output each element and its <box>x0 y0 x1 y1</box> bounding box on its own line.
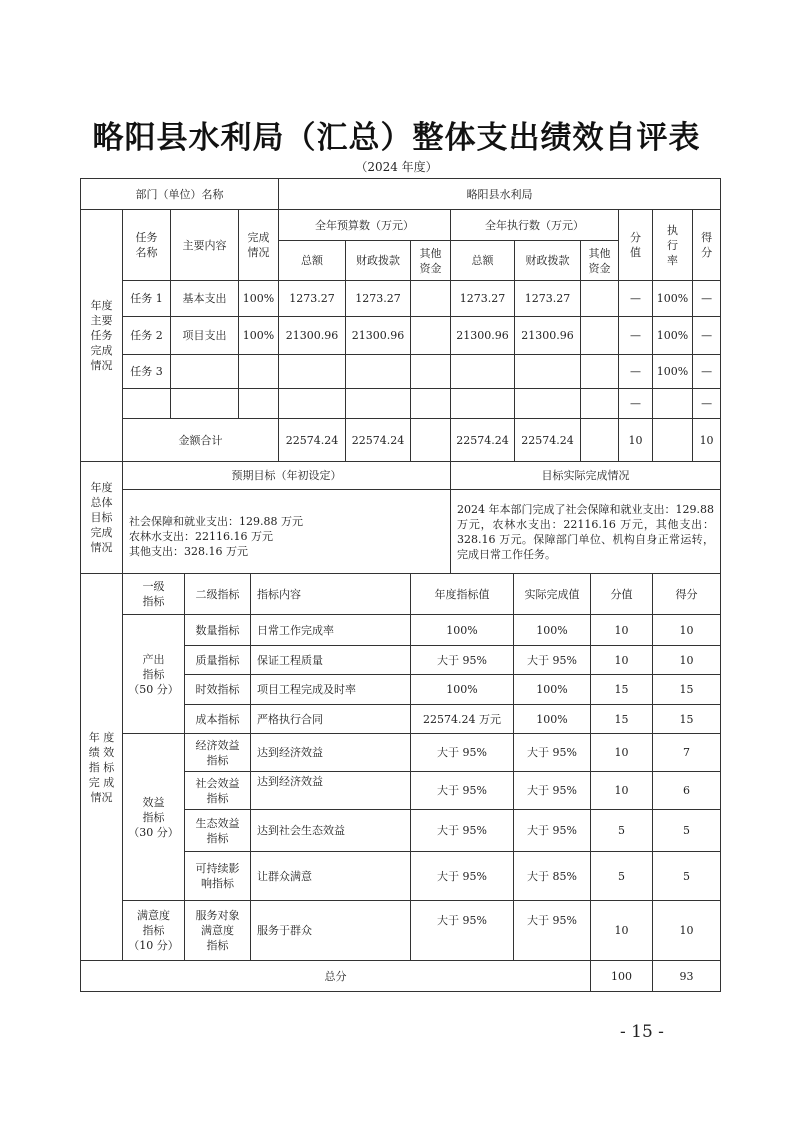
score: — <box>693 389 721 419</box>
header-exec-group: 全年执行数（万元） <box>451 210 619 241</box>
task-name: 任务 1 <box>123 281 171 317</box>
header-exec-other: 其他 资金 <box>581 241 619 281</box>
header-content: 主要内容 <box>171 210 239 281</box>
score: 10 <box>653 615 721 646</box>
actual: 大于 95% <box>514 646 591 675</box>
table-row <box>81 355 721 389</box>
exec-fiscal <box>515 355 581 389</box>
task-name: 任务 3 <box>123 355 171 389</box>
score-value: — <box>619 389 653 419</box>
table-row <box>81 281 721 317</box>
score: 5 <box>653 810 721 852</box>
expected-header: 预期目标（年初设定） <box>123 462 451 490</box>
level2: 服务对象 满意度 指标 <box>185 901 251 961</box>
actual: 100% <box>514 675 591 705</box>
table-row <box>81 317 721 355</box>
page-title: 略阳县水利局（汇总）整体支出绩效自评表 <box>92 120 701 156</box>
indicator-content: 达到经济效益 <box>251 772 411 810</box>
exec-rate <box>653 389 693 419</box>
exec-rate: 100% <box>653 317 693 355</box>
total-label: 总分 <box>81 961 591 992</box>
header-score: 得分 <box>653 574 721 615</box>
header-level1: 一级 指标 <box>123 574 185 615</box>
budget-total <box>279 355 346 389</box>
task-completion <box>239 355 279 389</box>
score: — <box>693 317 721 355</box>
budget-other <box>411 317 451 355</box>
budget-total: 21300.96 <box>279 317 346 355</box>
page-subtitle: （2024 年度） <box>355 160 438 174</box>
actual: 大于 95% <box>514 810 591 852</box>
level2: 社会效益 指标 <box>185 772 251 810</box>
total-score-value: 100 <box>591 961 653 992</box>
task-content: 项目支出 <box>171 317 239 355</box>
budget-total: 1273.27 <box>279 281 346 317</box>
budget-other <box>411 355 451 389</box>
sum-score-value: 10 <box>619 419 653 462</box>
sum-budget-total: 22574.24 <box>279 419 346 462</box>
target: 大于 95% <box>411 734 514 772</box>
header-completion: 完成 情况 <box>239 210 279 281</box>
level2: 数量指标 <box>185 615 251 646</box>
header-indicator-content: 指标内容 <box>251 574 411 615</box>
total-score: 93 <box>653 961 721 992</box>
score-value: 10 <box>591 734 653 772</box>
indicator-content: 保证工程质量 <box>251 646 411 675</box>
actual: 大于 85% <box>514 852 591 901</box>
tasks-section-text: 年度 主要 任务 完成 情况 <box>90 299 113 372</box>
exec-other <box>581 389 619 419</box>
group-level1: 效益 指标 （30 分） <box>123 734 185 901</box>
budget-fiscal: 21300.96 <box>346 317 411 355</box>
header-actual: 实际完成值 <box>514 574 591 615</box>
actual: 100% <box>514 705 591 734</box>
score: 15 <box>653 675 721 705</box>
header-exec-total: 总额 <box>451 241 515 281</box>
group-level1: 产出 指标 （50 分） <box>123 615 185 734</box>
budget-other <box>411 281 451 317</box>
target: 大于 95% <box>411 646 514 675</box>
level2: 质量指标 <box>185 646 251 675</box>
score-value: 5 <box>591 852 653 901</box>
actual: 大于 95% <box>514 734 591 772</box>
budget-fiscal <box>346 355 411 389</box>
actual-header: 目标实际完成情况 <box>451 462 721 490</box>
indicator-content: 达到社会生态效益 <box>251 810 411 852</box>
exec-rate: 100% <box>653 355 693 389</box>
level2: 可持续影 响指标 <box>185 852 251 901</box>
total-row <box>81 961 721 992</box>
score: 15 <box>653 705 721 734</box>
score: 5 <box>653 852 721 901</box>
level2: 经济效益 指标 <box>185 734 251 772</box>
actual-text: 2024 年本部门完成了社会保障和就业支出：129.88 万元，农林水支出：22116.16 万元，其他支出：328.16 万元。保障部门单位、机构自身正常运转，完成日常工作任务。 <box>451 490 721 574</box>
score-value: 10 <box>591 646 653 675</box>
score-value: 15 <box>591 705 653 734</box>
group-level1: 满意度 指标 （10 分） <box>123 901 185 961</box>
sum-score: 10 <box>693 419 721 462</box>
score-value: 10 <box>591 901 653 961</box>
header-exec-fiscal: 财政拨款 <box>515 241 581 281</box>
header-task-name: 任务 名称 <box>123 210 171 281</box>
header-budget-other: 其他 资金 <box>411 241 451 281</box>
score-value: — <box>619 317 653 355</box>
indicators-table <box>80 573 721 992</box>
task-completion <box>239 389 279 419</box>
target: 22574.24 万元 <box>411 705 514 734</box>
sum-exec-fiscal: 22574.24 <box>515 419 581 462</box>
budget-fiscal <box>346 389 411 419</box>
indicator-content: 服务于群众 <box>251 901 411 961</box>
page-number: - 15 - <box>620 1022 664 1042</box>
header-score-value: 分值 <box>591 574 653 615</box>
goals-table <box>80 461 721 574</box>
indicator-content: 日常工作完成率 <box>251 615 411 646</box>
sum-exec-other <box>581 419 619 462</box>
header-budget-group: 全年预算数（万元） <box>279 210 451 241</box>
score: 10 <box>653 901 721 961</box>
score: 7 <box>653 734 721 772</box>
task-completion: 100% <box>239 281 279 317</box>
header-budget-total: 总额 <box>279 241 346 281</box>
table-row <box>81 615 721 646</box>
exec-other <box>581 355 619 389</box>
expected-text: 社会保障和就业支出：129.88 万元 农林水支出：22116.16 万元 其他支出：328.16 万元 <box>123 490 451 574</box>
actual: 大于 95% <box>514 772 591 810</box>
task-name: 任务 2 <box>123 317 171 355</box>
exec-other <box>581 317 619 355</box>
indicator-content: 项目工程完成及时率 <box>251 675 411 705</box>
level2: 成本指标 <box>185 705 251 734</box>
indicator-content: 严格执行合同 <box>251 705 411 734</box>
task-table <box>80 178 721 462</box>
dept-value: 略阳县水利局 <box>279 179 721 210</box>
exec-total: 1273.27 <box>451 281 515 317</box>
task-completion: 100% <box>239 317 279 355</box>
sum-exec-rate <box>653 419 693 462</box>
score-value: 5 <box>591 810 653 852</box>
budget-fiscal: 1273.27 <box>346 281 411 317</box>
score-value: 10 <box>591 615 653 646</box>
tasks-section-label <box>81 210 123 462</box>
level2: 时效指标 <box>185 675 251 705</box>
indicators-section-label <box>81 574 123 961</box>
sum-budget-other <box>411 419 451 462</box>
task-content <box>171 389 239 419</box>
indicators-section-text: 年 度 绩 效 指 标 完 成 情况 <box>88 730 115 804</box>
score-value: 10 <box>591 772 653 810</box>
score-value: — <box>619 281 653 317</box>
target: 100% <box>411 615 514 646</box>
sum-exec-total: 22574.24 <box>451 419 515 462</box>
score: — <box>693 281 721 317</box>
sum-budget-fiscal: 22574.24 <box>346 419 411 462</box>
indicator-content: 让群众满意 <box>251 852 411 901</box>
goals-section-text: 年度 总体 目标 完成 情况 <box>90 481 113 554</box>
exec-total: 21300.96 <box>451 317 515 355</box>
header-exec-rate: 执 行 率 <box>653 210 693 281</box>
target: 大于 95% <box>411 901 514 961</box>
score: 10 <box>653 646 721 675</box>
header-score-value: 分 值 <box>619 210 653 281</box>
score-value: — <box>619 355 653 389</box>
header-target: 年度指标值 <box>411 574 514 615</box>
actual: 100% <box>514 615 591 646</box>
task-content: 基本支出 <box>171 281 239 317</box>
indicator-content: 达到经济效益 <box>251 734 411 772</box>
header-budget-fiscal: 财政拨款 <box>346 241 411 281</box>
dept-label: 部门（单位）名称 <box>81 179 279 210</box>
target: 100% <box>411 675 514 705</box>
budget-other <box>411 389 451 419</box>
header-score: 得 分 <box>693 210 721 281</box>
score: — <box>693 355 721 389</box>
score-value: 15 <box>591 675 653 705</box>
exec-total <box>451 355 515 389</box>
table-row <box>81 389 721 419</box>
exec-fiscal <box>515 389 581 419</box>
task-content <box>171 355 239 389</box>
sum-label: 金额合计 <box>123 419 279 462</box>
exec-rate: 100% <box>653 281 693 317</box>
level2: 生态效益 指标 <box>185 810 251 852</box>
target: 大于 95% <box>411 772 514 810</box>
budget-total <box>279 389 346 419</box>
sum-row <box>81 419 721 462</box>
exec-fiscal: 21300.96 <box>515 317 581 355</box>
exec-other <box>581 281 619 317</box>
actual: 大于 95% <box>514 901 591 961</box>
exec-total <box>451 389 515 419</box>
exec-fiscal: 1273.27 <box>515 281 581 317</box>
goals-section-label <box>81 462 123 574</box>
target: 大于 95% <box>411 852 514 901</box>
table-row <box>81 734 721 772</box>
table-row <box>81 901 721 961</box>
target: 大于 95% <box>411 810 514 852</box>
header-level2: 二级指标 <box>185 574 251 615</box>
task-name <box>123 389 171 419</box>
score: 6 <box>653 772 721 810</box>
